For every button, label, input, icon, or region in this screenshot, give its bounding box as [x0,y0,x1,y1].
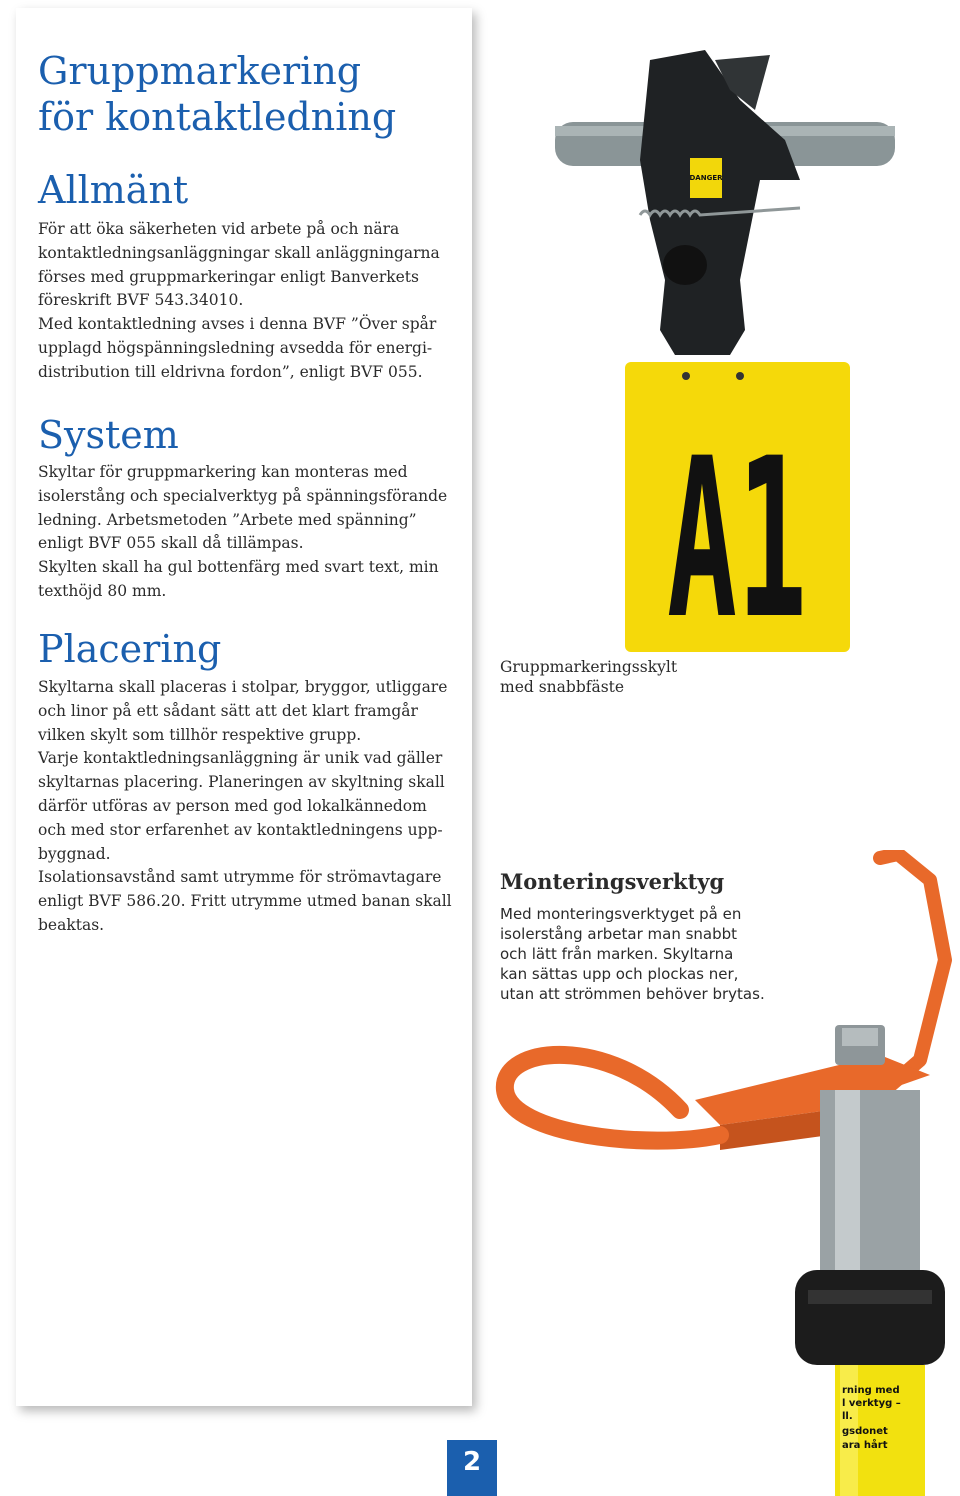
page-title-line-1: Gruppmarkering [38,49,362,93]
heading-system: System [38,413,179,457]
monteringsverktyg-line-2: isolerstång arbetar man snabbt [500,925,738,943]
caption-line-2: med snabbfäste [500,678,625,696]
heading-allmant: Allmänt [38,168,189,212]
monteringsverktyg-line-4: kan sättas upp och plockas ner, [500,965,739,983]
page-title-line-2: för kontaktledning [38,95,397,139]
allmant-text [38,218,458,385]
monteringsverktyg-line-1: Med monteringsverktyget på en [500,905,742,923]
tool-label-line-4: gsdonet [842,1426,888,1437]
sign-photo [500,30,910,670]
monteringsverktyg-line-3: och lätt från marken. Skyltarna [500,945,734,963]
system-paragraph-1: Skyltar för gruppmarkering kan monteras med isolerstång och specialverktyg på spänningsförande ledning. Arbetsmetoden ”Arbete med spänning” enligt BVF 055 skall då tillämpas. [38,463,448,553]
tool-clamp-ring [795,1270,945,1365]
placering-paragraph-1: Skyltarna skall placeras i stolpar, bryggor, utliggare och linor på ett sådant sätt att det klart framgår vilken skylt som tillhör respektive grupp. [38,678,448,744]
tool-photo [490,850,960,1496]
allmant-paragraph-2: Med kontaktledning avses i denna BVF ”Över spår upplagd högspänningsledning avsedda för energi-distribution till eldrivna fordon”, enligt BVF 055. [38,315,437,381]
monteringsverktyg-line-5: utan att strömmen behöver brytas. [500,985,765,1003]
monteringsverktyg-heading: Monteringsverktyg [500,869,725,894]
placering-text [38,676,458,938]
tool-hook [880,854,945,1090]
tool-ring [505,1055,720,1141]
photo-caption [500,657,720,697]
tool-label-line-3: ll. [842,1411,853,1422]
heading-placering: Placering [38,627,222,671]
tool-label-line-5: ara hårt [842,1440,888,1451]
sign-text: A1 [667,411,807,667]
allmant-paragraph-1: För att öka säkerheten vid arbete på och nära kontaktledningsanläggningar skall anläggningarna förses med gruppmarkeringar enligt Banverkets föreskrift BVF 543.34010. [38,220,440,310]
page-number: 2 [447,1440,497,1496]
danger-sticker-text: DANGER [689,174,723,182]
tool-label-line-1: rning med [842,1385,900,1396]
placering-paragraph-2: Varje kontaktledningsanläggning är unik vad gäller skyltarnas placering. Planeringen av skyltning skall därför utföras av person med god lokalkännedom och med stor erfarenhet av kontaktledningens upp-byggnad. [38,749,445,863]
system-text [38,461,458,604]
tool-label-line-2: l verktyg – [842,1398,901,1409]
page-title [38,48,458,140]
placering-paragraph-3: Isolationsavstånd samt utrymme för strömavtagare enligt BVF 586.20. Fritt utrymme utmed banan skall beaktas. [38,868,452,934]
system-paragraph-2: Skylten skall ha gul bottenfärg med svart text, min texthöjd 80 mm. [38,558,439,600]
caption-line-1: Gruppmarkeringsskylt [500,658,678,676]
